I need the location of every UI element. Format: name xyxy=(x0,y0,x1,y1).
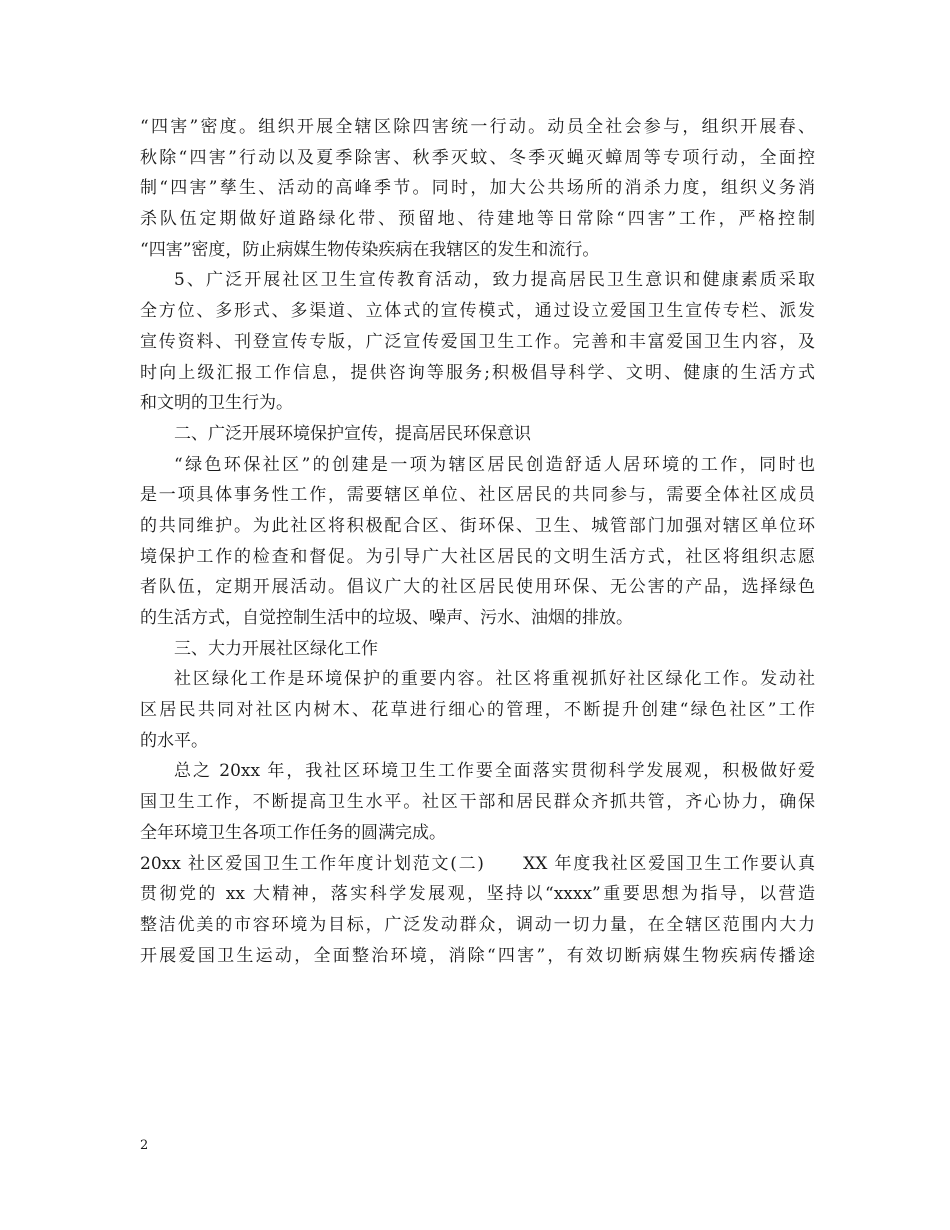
text-line: 全年环境卫生各项工作任务的圆满完成。 xyxy=(140,822,446,843)
text-line: 三、大力开展社区绿化工作 xyxy=(174,638,378,659)
text-line: 全方位、多形式、多渠道、立体式的宣传模式，通过设立爱国卫生宣传专栏、派发 xyxy=(140,301,815,322)
text-line: 开展爱国卫生运动，全面整治环境，消除“四害”，有效切断病媒生物疾病传播途 xyxy=(140,945,815,966)
text-line: 宣传资料、刊登宣传专版，广泛宣传爱国卫生工作。完善和丰富爱国卫生内容，及 xyxy=(140,331,815,352)
text-line: 整洁优美的市容环境为目标，广泛发动群众，调动一切力量，在全辖区范围内大力 xyxy=(140,914,815,935)
text-line: 的生活方式，自觉控制生活中的垃圾、噪声、污水、油烟的排放。 xyxy=(140,608,633,628)
text-line: 是一项具体事务性工作，需要辖区单位、社区居民的共同参与，需要全体社区成员 xyxy=(140,485,815,506)
text-line: 贯彻党的 xx 大精神，落实科学发展观，坚持以“xxxx”重要思想为指导，以营造 xyxy=(140,884,815,905)
text-line: “四害”密度，防止病媒生物传染疾病在我辖区的发生和流行。 xyxy=(140,239,600,260)
text-line: 社区绿化工作是环境保护的重要内容。社区将重视抓好社区绿化工作。发动社 xyxy=(174,669,815,690)
document-body xyxy=(140,112,815,971)
text-line: 境保护工作的检查和督促。为引导广大社区居民的文明生活方式，社区将组织志愿 xyxy=(140,546,815,567)
text-line: 时向上级汇报工作信息，提供咨询等服务;积极倡导科学、文明、健康的生活方式 xyxy=(140,362,815,383)
text-line: 杀队伍定期做好道路绿化带、预留地、待建地等日常除“四害”工作，严格控制 xyxy=(140,209,815,230)
text-line: 20xx 社区爱国卫生工作年度计划范文(二) XX 年度我社区爱国卫生工作要认真 xyxy=(140,853,815,874)
text-line: “绿色环保社区”的创建是一项为辖区居民创造舒适人居环境的工作，同时也 xyxy=(174,454,815,475)
text-line: 国卫生工作，不断提高卫生水平。社区干部和居民群众齐抓共管，齐心协力，确保 xyxy=(140,792,815,813)
text-line: 和文明的卫生行为。 xyxy=(140,393,293,414)
text-line: 5、广泛开展社区卫生宣传教育活动，致力提高居民卫生意识和健康素质采取 xyxy=(174,270,815,291)
text-line: 二、广泛开展环境保护宣传，提高居民环保意识 xyxy=(174,423,531,444)
text-line: 的水平。 xyxy=(140,730,208,751)
text-line: 的共同维护。为此社区将积极配合区、街环保、卫生、城管部门加强对辖区单位环 xyxy=(140,515,815,536)
page-number: 2 xyxy=(140,1138,149,1153)
text-line: 制“四害”孳生、活动的高峰季节。同时，加大公共场所的消杀力度，组织义务消 xyxy=(140,178,815,199)
text-line: “四害”密度。组织开展全辖区除四害统一行动。动员全社会参与，组织开展春、 xyxy=(140,117,815,137)
text-line: 者队伍，定期开展活动。倡议广大的社区居民使用环保、无公害的产品，选择绿色 xyxy=(140,577,815,598)
text-line: 区居民共同对社区内树木、花草进行细心的管理，不断提升创建“绿色社区”工作 xyxy=(140,700,815,721)
text-line: 总之 20xx 年，我社区环境卫生工作要全面落实贯彻科学发展观，积极做好爱 xyxy=(174,761,815,782)
text-line: 秋除“四害”行动以及夏季除害、秋季灭蚊、冬季灭蝇灭蟑周等专项行动，全面控 xyxy=(140,147,815,168)
